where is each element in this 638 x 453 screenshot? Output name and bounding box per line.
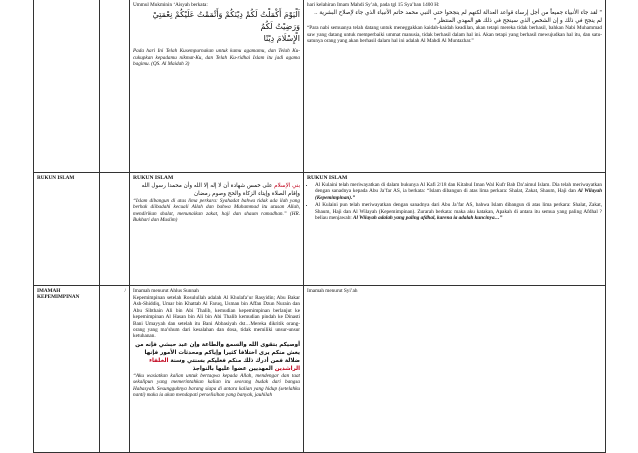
table-row — [34, 172, 606, 285]
comparison-table — [33, 0, 606, 453]
quran-arabic-line1: اَلْيَوْمَ أَكْمَلْتُ لَكُمْ دِيْنَكُمْ وَأَتْمَمْتُ عَلَيْكُمْ نِعْمَتِيْ وَرَضِيْتُ لَكُمُ — [152, 10, 300, 32]
row-marker: / — [124, 287, 126, 294]
wasiat-arabic-a: أوصيكم بتقوى الله والسمع والطاعة وإن عبد حبشي فإنه من يعش منكم يرى اختلافا كثيرا وإياكم ومحدثات الأمور فإنها ضلالة فمن أدرك ذلك منكم فعليكم بسنتي وسنة — [135, 341, 300, 364]
mahdi-intro: hari kelahiran Imam Mahdi Sy’ah, pada tgl 15 Sya’ban 1400 H: — [307, 2, 440, 8]
wasiat-arabic-highlight: الخلفاء الراشدين — [149, 357, 300, 372]
list-item — [315, 182, 602, 201]
sunnah-cell — [130, 172, 304, 285]
imamah-sunnah-intro: Imamah menurut Ahlus Sunnah — [133, 287, 199, 294]
table-row — [34, 0, 606, 172]
marker-cell — [100, 0, 130, 172]
wasiat-translation: “Aku wasiatkan kalian untuk bertaqwa kepada Allah, mendengar dan taat sekalipun yang memerintahkan kalian itu seorang budak dari bangsa Habasyah. Sesungguhnya barang siapa di antara kalian yang hidup (setelahku nanti) maka ia akan mendapati perselisihan yang banyak, jauhilah — [133, 372, 300, 398]
marker-cell — [100, 172, 130, 285]
rukun-islam-label: RUKUN ISLAM — [34, 172, 100, 285]
rukun-islam-heading: RUKUN ISLAM — [133, 174, 174, 181]
hadith-arabic-highlight: بني الإسلام — [274, 182, 300, 189]
imamah-label-cell — [34, 285, 100, 452]
row-label-cell — [34, 0, 100, 172]
hadith-translation: “Islam dibangun di atas lima perkara: Syahadat bahwa tidak ada ilah yang berhak diibadahi kecuali Allah dan bahwa Muhammad itu utusan Allah, mendirikan shalat, menunaikan zakat, haji dan shaum ramadhan.” (HR. Bukhari dan Muslim) — [133, 197, 300, 224]
wasiat-arabic — [133, 341, 300, 373]
mahdi-arabic-quote: " لقد جاء الأنبياء جميعاً من أجل إرساء قواعد العدالة لكنهم لم ينجحوا حتى النبي محمد خاتم الأنبياء الذي جاء لإصلاح البشرية .. لم ينجح في ذلك و إن الشخص الذي سينجح في ذلك هو المهدي المنتظر " — [314, 10, 602, 25]
marker-cell — [100, 285, 130, 452]
syiah-cell — [304, 172, 606, 285]
table-row — [34, 285, 606, 452]
mahdi-translation: “Para nabi semuanya telah datang untuk meneggakkan kaidah-kaidah keadilan, akan tetapi mereka tidak berhasil, bahkan Nabi Muhammad saw yang datang untuk memperbaiki ummat manusia, tidak berhasil dalam hal ini. Akan tetapi yang berhasil mewujudkan hal itu, dan satu-satunya orang yang akan berhasil dalam hal ini adalah Al Mahdi Al Muntazhar.” — [307, 25, 602, 45]
kulaini-text-2: Al Kulaini pun telah meriwayatkan dengan sanadnya dari Abu Ja’far AS, bahwa Islam dibangun di atas lima perkara: Shalat, Zakat, Shaum, Haji dan Al Wilayah (Kepemimpinan). Zurarah berkata: maka aku katakan, Apakah di antara itu semua yang paling Afdhal ? beliau menjawab: — [315, 202, 602, 221]
sunnah-cell — [130, 285, 304, 452]
sunnah-cell — [130, 0, 304, 172]
wasiat-arabic-b: المهديين عضوا عليها بالنواجذ — [192, 365, 273, 372]
rukun-islam-heading-syiah: RUKUN ISLAM — [307, 174, 348, 181]
imamah-syiah-intro: Imamah menurut Syi’ah — [307, 287, 358, 294]
kulaini-list — [307, 182, 602, 221]
kepemimpinan-label: KEPEMIMPINAN — [37, 293, 80, 300]
kulaini-emphasis-2: Al Wilayah adalah yang paling afdhal, karena ia adalah kuncinya…” — [353, 214, 503, 221]
quran-translation: Pada hari Ini Telah Kusempurnakan untuk kamu agamamu, dan Telah Ku-cukupkan kepadamu nikmat-Ku, dan Telah Ku-ridhai Islam itu jadi agama bagimu. (QS. Al Maidah 3) — [133, 48, 300, 68]
hadith-arabic-rest: على خمس شهادة أن لا إله إلا الله وأن محمدا رسول الله وإقام الصلاة وإيتاء الزكاة والحج وصوم رمضان — [141, 182, 300, 197]
hadith-arabic — [133, 182, 300, 198]
syiah-cell — [304, 0, 606, 172]
list-item — [315, 202, 602, 221]
imamah-label: IMAMAH — [37, 287, 61, 294]
quran-arabic-line2: الْإِسْلَامَ دِيْنًا — [263, 34, 300, 44]
aisyah-intro: Ummul Mukminin ‘Aisyah berkata: — [133, 2, 208, 8]
syiah-cell — [304, 285, 606, 452]
kulaini-text-1: Al Kulaini telah meriwayatkan di dalam bukunya Al Kafi 2/18 dan Kitabul Iman Wal Kufr Bab Da’aimul Islam. Dia telah meriwayatkan dengan sanadnya kepada Abu Ja’far AS, ia berkata: “Islam dibangun di atas lima perkara: Shalat, Zakat, Shaum, Haji dan — [315, 181, 602, 195]
imamah-sunnah-body: Kepemimpinan setelah Rosulullah adalah Al Khulafa’ur Rasyidin; Abu Bakar Ash-Shiddiq, Umar bin Khattab Al Faruq, Usman bin Affan Dzun Nurain dan Abu Sibthain Ali bin Abi Thalib, kemudian kepemimpinan berlanjut ke kepemimpinan Al Hasan bin Ali bin Abi Thalib kemudian pindah ke Dinasti Bani Umayyah dan setelah itu Bani Abbasiyah dst…Mereka dikritik orang-orang yang ma’shum dari kesalahan dan dosa, tidak memiliki unsur-unsur ketuhanan. — [133, 294, 300, 340]
kulaini-emphasis-1: Al Wilayah (Kepemimpinan).” — [315, 188, 602, 201]
